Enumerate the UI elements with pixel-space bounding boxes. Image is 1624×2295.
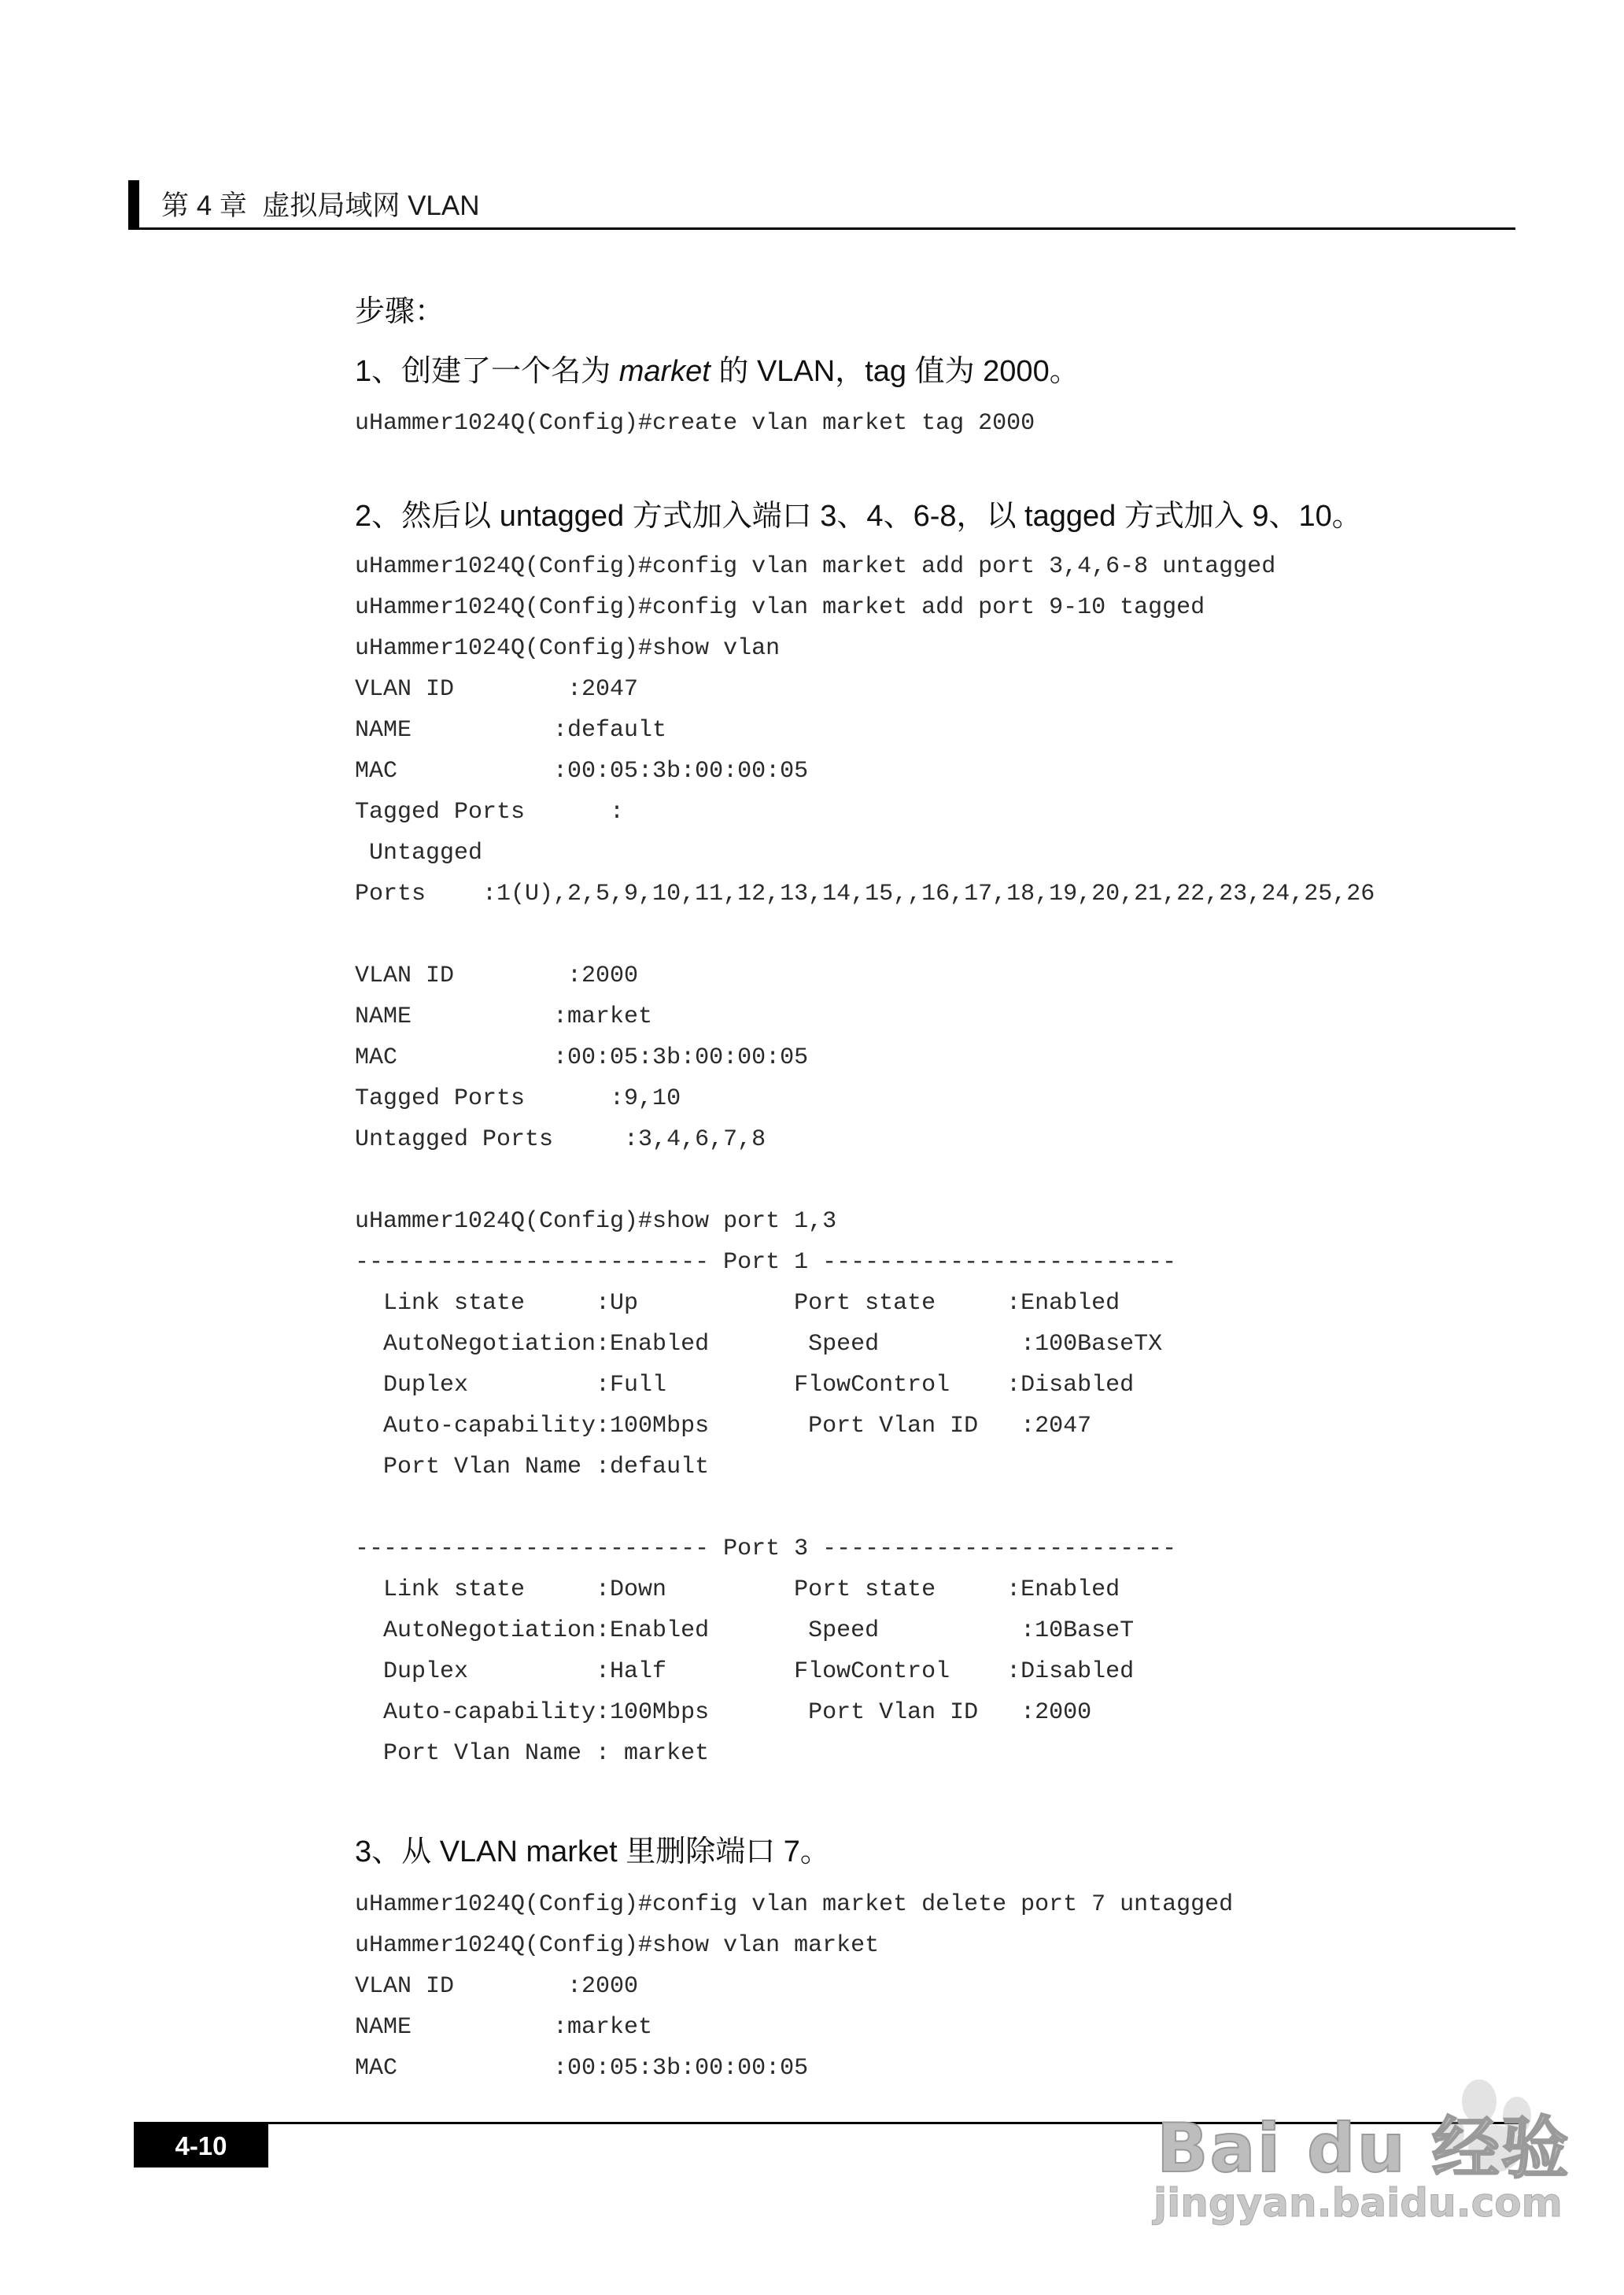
code-line: Auto-capability:100Mbps Port Vlan ID :2000 (355, 1699, 1092, 1726)
step1-suffix: 的 VLAN，tag 值为 2000。 (710, 355, 1080, 388)
code-line: Link state :Up Port state :Enabled (355, 1290, 1120, 1317)
code-line: NAME :market (355, 2014, 653, 2041)
code-line: Untagged (355, 840, 483, 867)
code-line: uHammer1024Q(Config)#show vlan market (355, 1932, 880, 1959)
code-line: Duplex :Half FlowControl :Disabled (355, 1658, 1135, 1685)
watermark-url: jingyan.baidu.com (1153, 2180, 1563, 2226)
code-line: uHammer1024Q(Config)#config vlan market add port 9-10 tagged (355, 594, 1205, 621)
code-line: Link state :Down Port state :Enabled (355, 1576, 1120, 1603)
step1-heading (355, 353, 1080, 390)
code-line: Port Vlan Name :default (355, 1454, 710, 1480)
step3-heading: 3、从 VLAN market 里删除端口 7。 (355, 1835, 830, 1868)
step2-code-block (355, 546, 1375, 1774)
code-line: MAC :00:05:3b:00:00:05 (355, 758, 809, 785)
step1-prefix: 1、创建了一个名为 (355, 355, 619, 388)
code-line (355, 1488, 1375, 1528)
steps-label: 步骤： (355, 295, 445, 328)
header-rule (128, 227, 1515, 230)
code-line: AutoNegotiation:Enabled Speed :100BaseTX (355, 1331, 1163, 1358)
page-number: 4-10 (134, 2124, 268, 2168)
code-line (355, 1160, 1375, 1201)
step1-italic: market (618, 355, 710, 388)
header-accent-bar (128, 180, 139, 229)
code-line: Untagged Ports :3,4,6,7,8 (355, 1126, 766, 1153)
code-line: NAME :default (355, 717, 667, 744)
code-line: Duplex :Full FlowControl :Disabled (355, 1372, 1135, 1399)
step2-heading: 2、然后以 untagged 方式加入端口 3、4、6-8，以 tagged 方式加入 9、10。 (355, 500, 1362, 533)
code-line: AutoNegotiation:Enabled Speed :10BaseT (355, 1617, 1135, 1644)
code-line: VLAN ID :2000 (355, 1973, 639, 2000)
code-line: VLAN ID :2047 (355, 676, 639, 703)
code-line: NAME :market (355, 1003, 653, 1030)
code-line: ------------------------- Port 1 ------------------------- (355, 1249, 1177, 1276)
code-line: Tagged Ports :9,10 (355, 1085, 681, 1112)
step3-code-block (355, 1884, 1233, 2089)
chapter-title: 第 4 章 虚拟局域网 VLAN (161, 190, 480, 221)
code-line: uHammer1024Q(Config)#show port 1,3 (355, 1208, 837, 1235)
code-line: MAC :00:05:3b:00:00:05 (355, 2055, 809, 2082)
code-line: MAC :00:05:3b:00:00:05 (355, 1044, 809, 1071)
code-line: Auto-capability:100Mbps Port Vlan ID :2047 (355, 1413, 1092, 1439)
code-line: VLAN ID :2000 (355, 963, 639, 989)
step1-code: uHammer1024Q(Config)#create vlan market tag 2000 (355, 410, 1035, 437)
code-line: uHammer1024Q(Config)#config vlan market delete port 7 untagged (355, 1891, 1234, 1918)
code-line (355, 915, 1375, 955)
code-line: Ports :1(U),2,5,9,10,11,12,13,14,15,,16,17,18,19,20,21,22,23,24,25,26 (355, 881, 1375, 907)
watermark-brand: Bai du 经验 (1157, 2109, 1570, 2188)
code-line: ------------------------- Port 3 ------------------------- (355, 1536, 1177, 1562)
code-line: Port Vlan Name : market (355, 1740, 710, 1767)
code-line: uHammer1024Q(Config)#show vlan (355, 635, 781, 662)
code-line: Tagged Ports : (355, 799, 625, 826)
code-line: uHammer1024Q(Config)#config vlan market add port 3,4,6-8 untagged (355, 553, 1276, 580)
